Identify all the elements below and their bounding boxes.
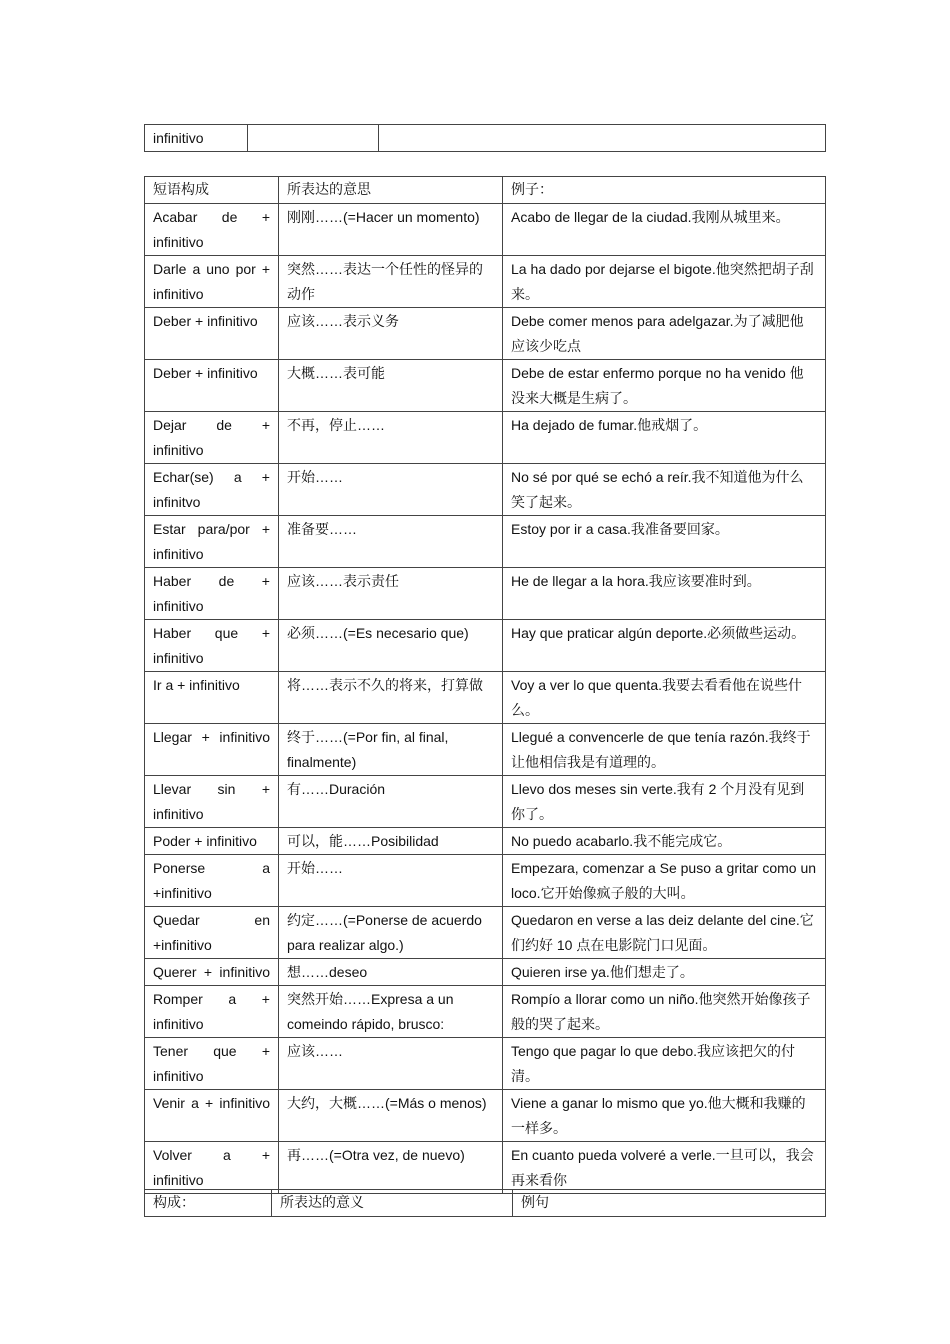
table-row: [145, 672, 826, 724]
table-row: [145, 360, 826, 412]
cell-example: La ha dado por dejarse el bigote.他突然把胡子刮来。: [503, 256, 826, 308]
cell-phrase: Estar para/por + infinitivo: [145, 516, 279, 568]
cell-meaning: 突然……表达一个任性的怪异的动作: [279, 256, 503, 308]
header-example: 例子：: [503, 177, 826, 204]
bottom-table-header: [144, 1189, 826, 1217]
table-row: [145, 412, 826, 464]
cell-example: Ha dejado de fumar.他戒烟了。: [503, 412, 826, 464]
cell-phrase: Ponerse a +infinitivo: [145, 855, 279, 907]
cell-example: Acabo de llegar de la ciudad.我刚从城里来。: [503, 204, 826, 256]
cell-example: Debe comer menos para adelgazar.为了减肥他应该少吃点: [503, 308, 826, 360]
table-row: [145, 256, 826, 308]
cell-meaning: 将……表示不久的将来，打算做: [279, 672, 503, 724]
cell-phrase: Ir a + infinitivo: [145, 672, 279, 724]
cell-phrase: Darle a uno por + infinitivo: [145, 256, 279, 308]
cell-phrase: Deber + infinitivo: [145, 360, 279, 412]
table-row: [145, 828, 826, 855]
top-table-fragment: [144, 124, 826, 152]
cell-example: Tengo que pagar lo que debo.我应该把欠的付清。: [503, 1038, 826, 1090]
cell-example: Rompío a llorar como un niño.他突然开始像孩子般的哭了起来。: [503, 986, 826, 1038]
cell-meaning: 开始……: [279, 855, 503, 907]
cell-example: Llegué a convencerle de que tenía razón.我终于让他相信我是有道理的。: [503, 724, 826, 776]
cell-phrase: Dejar de + infinitivo: [145, 412, 279, 464]
cell-meaning: 开始……: [279, 464, 503, 516]
cell-example: Empezara, comenzar a Se puso a gritar como un loco.它开始像疯子般的大叫。: [503, 855, 826, 907]
cell-phrase: Tener que + infinitivo: [145, 1038, 279, 1090]
cell-meaning: 准备要……: [279, 516, 503, 568]
cell-meaning: 想……deseo: [279, 959, 503, 986]
table-row: [145, 959, 826, 986]
table-row: [145, 724, 826, 776]
table-row: [145, 855, 826, 907]
table-row: [145, 204, 826, 256]
table-row: [145, 986, 826, 1038]
table-row: [145, 1038, 826, 1090]
cell-phrase: Quedar en +infinitivo: [145, 907, 279, 959]
cell-example: Llevo dos meses sin verte.我有 2 个月没有见到你了。: [503, 776, 826, 828]
cell-phrase: Echar(se) a + infinitvo: [145, 464, 279, 516]
table-cell: infinitivo: [145, 125, 248, 152]
cell-meaning: 再……(=Otra vez, de nuevo): [279, 1142, 503, 1194]
cell-example: Hay que praticar algún deporte.必须做些运动。: [503, 620, 826, 672]
cell-phrase: Haber de + infinitivo: [145, 568, 279, 620]
cell-phrase: Venir a + infinitivo: [145, 1090, 279, 1142]
table-row: [145, 308, 826, 360]
cell-phrase: Deber + infinitivo: [145, 308, 279, 360]
cell-meaning: 大概……表可能: [279, 360, 503, 412]
cell-phrase: Poder + infinitivo: [145, 828, 279, 855]
table-cell: [379, 125, 826, 152]
infinitive-phrases-table: [144, 176, 826, 1194]
cell-example: No puedo acabarlo.我不能完成它。: [503, 828, 826, 855]
table-row: [145, 1090, 826, 1142]
cell-meaning: 可以，能……Posibilidad: [279, 828, 503, 855]
cell-phrase: Llevar sin + infinitivo: [145, 776, 279, 828]
cell-example: No sé por qué se echó a reír.我不知道他为什么笑了起来。: [503, 464, 826, 516]
cell-meaning: 终于……(=Por fin, al final, finalmente): [279, 724, 503, 776]
cell-phrase: Volver a + infinitivo: [145, 1142, 279, 1194]
table-row: [145, 464, 826, 516]
cell-meaning: 有……Duración: [279, 776, 503, 828]
cell-phrase: Romper a + infinitivo: [145, 986, 279, 1038]
cell-meaning: 约定……(=Ponerse de acuerdo para realizar algo.): [279, 907, 503, 959]
cell-meaning: 必须……(=Es necesario que): [279, 620, 503, 672]
table-row: [145, 568, 826, 620]
cell-meaning: 不再，停止……: [279, 412, 503, 464]
table-row: [145, 1142, 826, 1194]
header-meaning: 所表达的意思: [279, 177, 503, 204]
table-header-row: [145, 177, 826, 204]
cell-example: Estoy por ir a casa.我准备要回家。: [503, 516, 826, 568]
table-header-row: [145, 1190, 826, 1217]
cell-example: Debe de estar enfermo porque no ha venido 他没来大概是生病了。: [503, 360, 826, 412]
header-example-sentence: 例句: [513, 1190, 826, 1217]
header-meaning: 所表达的意义: [272, 1190, 513, 1217]
table-row: [145, 907, 826, 959]
header-phrase: 短语构成: [145, 177, 279, 204]
header-structure: 构成：: [145, 1190, 272, 1217]
table-row: [145, 776, 826, 828]
cell-meaning: 突然开始……Expresa a un comeindo rápido, brusco:: [279, 986, 503, 1038]
cell-example: Voy a ver lo que quenta.我要去看看他在说些什么。: [503, 672, 826, 724]
cell-example: En cuanto pueda volveré a verle.一旦可以，我会再来看你: [503, 1142, 826, 1194]
cell-example: Viene a ganar lo mismo que yo.他大概和我赚的一样多。: [503, 1090, 826, 1142]
cell-phrase: Querer + infinitivo: [145, 959, 279, 986]
table-row: [145, 516, 826, 568]
cell-example: Quieren irse ya.他们想走了。: [503, 959, 826, 986]
cell-meaning: 应该……表示义务: [279, 308, 503, 360]
table-cell: [248, 125, 379, 152]
cell-meaning: 大约，大概……(=Más o menos): [279, 1090, 503, 1142]
cell-phrase: Haber que + infinitivo: [145, 620, 279, 672]
cell-example: Quedaron en verse a las deiz delante del cine.它们约好 10 点在电影院门口见面。: [503, 907, 826, 959]
table-body: [145, 177, 826, 1194]
cell-phrase: Acabar de + infinitivo: [145, 204, 279, 256]
cell-example: He de llegar a la hora.我应该要准时到。: [503, 568, 826, 620]
table-row: [145, 125, 826, 152]
cell-meaning: 应该……表示责任: [279, 568, 503, 620]
cell-meaning: 应该……: [279, 1038, 503, 1090]
cell-meaning: 刚刚……(=Hacer un momento): [279, 204, 503, 256]
cell-phrase: Llegar + infinitivo: [145, 724, 279, 776]
table-row: [145, 620, 826, 672]
